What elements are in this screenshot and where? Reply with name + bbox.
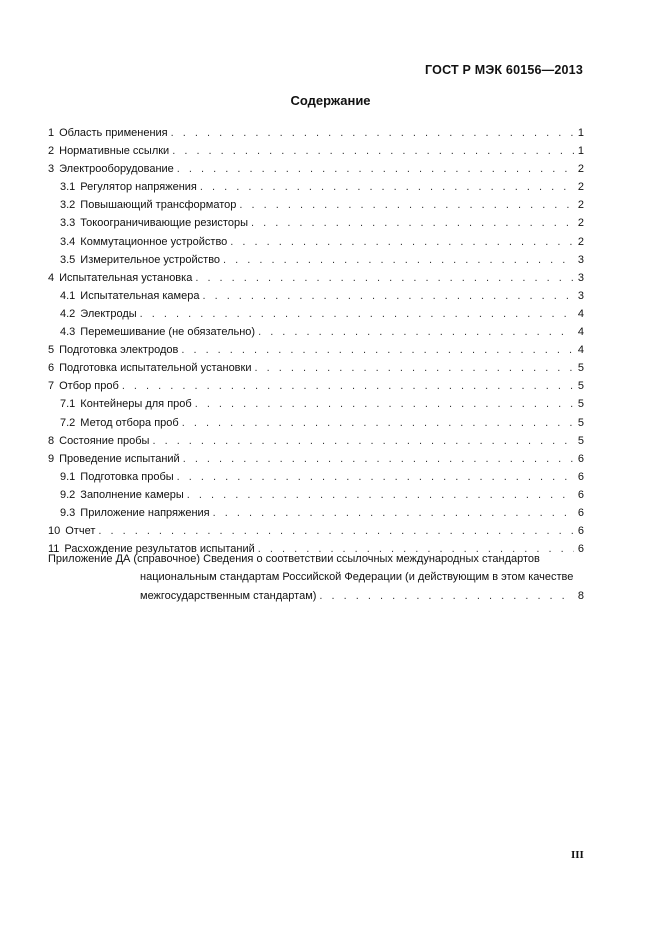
toc-leader-dots bbox=[230, 233, 574, 251]
toc-entry-title: Нормативные ссылки bbox=[59, 145, 170, 158]
toc-annex-entry[interactable] bbox=[48, 550, 584, 605]
toc-entry-title: Отчет bbox=[65, 525, 96, 538]
toc-leader-dots bbox=[122, 377, 574, 395]
toc-leader-dots bbox=[181, 341, 574, 359]
toc-leader-dots bbox=[172, 142, 574, 160]
toc-subentry[interactable] bbox=[48, 305, 584, 323]
toc-subentry[interactable] bbox=[48, 414, 584, 432]
toc-entry[interactable] bbox=[48, 522, 584, 540]
annex-title-line-3: межгосударственным стандартам) bbox=[140, 589, 317, 602]
toc-leader-dots bbox=[98, 522, 574, 540]
toc-entry-number: 7.2 bbox=[60, 416, 76, 429]
toc-entry-number: 4.1 bbox=[60, 289, 76, 302]
toc-entry-number: 4.3 bbox=[60, 326, 76, 339]
toc-entry-number: 9 bbox=[48, 452, 55, 465]
toc-entry-number: 7.1 bbox=[60, 398, 76, 411]
toc-leader-dots bbox=[223, 251, 574, 269]
annex-title-line-2: национальным стандартам Российской Федерации (и действующим в этом качестве bbox=[140, 571, 574, 584]
annex-label: Приложение ДА (справочное) bbox=[48, 553, 201, 565]
toc-entry-title: Повышающий трансформатор bbox=[80, 199, 237, 212]
toc-leader-dots bbox=[187, 486, 574, 504]
toc-leader-dots bbox=[182, 414, 574, 432]
toc-entry-number: 6 bbox=[48, 362, 55, 375]
toc-entry-number: 9.2 bbox=[60, 488, 76, 501]
toc-entry-title: Расхождение результатов испытаний bbox=[64, 543, 255, 556]
toc-entry-number: 9.1 bbox=[60, 470, 76, 483]
toc-subentry[interactable] bbox=[48, 196, 584, 214]
annex-title-line-1: Сведения о соответствии ссылочных международных стандартов bbox=[203, 553, 540, 565]
toc-entry-number: 3.4 bbox=[60, 235, 76, 248]
toc-entry[interactable] bbox=[48, 359, 584, 377]
toc-entry[interactable] bbox=[48, 432, 584, 450]
toc-entry-title: Регулятор напряжения bbox=[80, 181, 197, 194]
toc-entry-title: Испытательная камера bbox=[80, 289, 200, 302]
toc-entry-page: 6 bbox=[577, 452, 584, 465]
toc-subentry[interactable] bbox=[48, 323, 584, 341]
toc-entry-title: Подготовка пробы bbox=[80, 470, 174, 483]
toc-entry-title: Контейнеры для проб bbox=[80, 398, 192, 411]
toc-entry-number: 5 bbox=[48, 344, 55, 357]
toc-leader-dots bbox=[177, 468, 574, 486]
toc-entry-number: 3.1 bbox=[60, 181, 76, 194]
toc-entry[interactable] bbox=[48, 269, 584, 287]
toc-entry-page: 1 bbox=[577, 127, 584, 139]
toc-entry-page: 2 bbox=[577, 199, 584, 212]
toc-entry-number: 3.5 bbox=[60, 253, 76, 266]
toc-entry[interactable] bbox=[48, 450, 584, 468]
toc-entry[interactable] bbox=[48, 160, 584, 178]
toc-leader-dots bbox=[202, 287, 574, 305]
toc-entry-number: 9.3 bbox=[60, 506, 76, 519]
page-number: III bbox=[571, 849, 584, 861]
toc-entry-page: 5 bbox=[577, 398, 584, 411]
toc-entry-page: 6 bbox=[577, 506, 584, 519]
toc-entry-page: 6 bbox=[577, 488, 584, 501]
toc-entry-number: 4.2 bbox=[60, 307, 76, 320]
toc-entry-title: Приложение напряжения bbox=[80, 506, 210, 519]
toc-entry-title: Измерительное устройство bbox=[80, 253, 221, 266]
toc-entry-number: 1 bbox=[48, 127, 55, 139]
toc-entry-page: 6 bbox=[577, 543, 584, 556]
toc-leader-dots bbox=[213, 504, 574, 522]
toc-subentry[interactable] bbox=[48, 251, 584, 269]
toc-entry-title: Подготовка электродов bbox=[59, 344, 179, 357]
toc-entry-title: Состояние пробы bbox=[59, 434, 150, 447]
toc-subentry[interactable] bbox=[48, 178, 584, 196]
toc-leader-dots bbox=[319, 587, 574, 605]
toc-entry-page: 3 bbox=[577, 271, 584, 284]
toc-entry[interactable] bbox=[48, 341, 584, 359]
toc-entry-number: 10 bbox=[48, 525, 61, 538]
toc-entry-title: Проведение испытаний bbox=[59, 452, 180, 465]
toc-leader-dots bbox=[200, 178, 574, 196]
toc-entry-page: 2 bbox=[577, 163, 584, 176]
toc-subentry[interactable] bbox=[48, 504, 584, 522]
toc-entry-page: 5 bbox=[577, 416, 584, 429]
toc-leader-dots bbox=[140, 305, 574, 323]
toc-leader-dots bbox=[177, 160, 574, 178]
toc-leader-dots bbox=[195, 269, 574, 287]
toc-entry-page: 1 bbox=[577, 145, 584, 158]
toc-leader-dots bbox=[239, 196, 574, 214]
toc-leader-dots bbox=[152, 432, 574, 450]
toc-leader-dots bbox=[195, 395, 574, 413]
toc-subentry[interactable] bbox=[48, 214, 584, 232]
toc-subentry[interactable] bbox=[48, 233, 584, 251]
toc-entry-number: 8 bbox=[48, 434, 55, 447]
toc-leader-dots bbox=[171, 124, 574, 142]
toc-entry-number: 2 bbox=[48, 145, 55, 158]
toc-entry[interactable] bbox=[48, 124, 584, 142]
toc-entry-page: 2 bbox=[577, 181, 584, 194]
toc-subentry[interactable] bbox=[48, 395, 584, 413]
toc-leader-dots bbox=[251, 214, 574, 232]
toc-entry[interactable] bbox=[48, 377, 584, 395]
toc-entry-page: 3 bbox=[577, 253, 584, 266]
toc-entry-number: 3.3 bbox=[60, 217, 76, 230]
toc-entry-page: 3 bbox=[577, 289, 584, 302]
document-code: ГОСТ Р МЭК 60156—2013 bbox=[425, 63, 583, 77]
toc-entry[interactable] bbox=[48, 142, 584, 160]
toc-entry-title: Метод отбора проб bbox=[80, 416, 179, 429]
toc-leader-dots bbox=[183, 450, 574, 468]
toc-entry-title: Коммутационное устройство bbox=[80, 235, 228, 248]
toc-entry-page: 4 bbox=[577, 344, 584, 357]
toc-entry-page: 5 bbox=[577, 380, 584, 393]
toc-entry-number: 3.2 bbox=[60, 199, 76, 212]
toc-entry-title: Отбор проб bbox=[59, 380, 119, 393]
toc-entry-title: Электроды bbox=[80, 307, 137, 320]
toc-entry-title: Токоограничивающие резисторы bbox=[80, 217, 248, 230]
toc-entry-number: 11 bbox=[48, 543, 60, 556]
toc-entry-page: 6 bbox=[577, 525, 584, 538]
toc-entry-page: 5 bbox=[577, 434, 584, 447]
toc-leader-dots bbox=[258, 323, 574, 341]
toc-entry-title: Заполнение камеры bbox=[80, 488, 184, 501]
toc-entry-title: Перемешивание (не обязательно) bbox=[80, 326, 256, 339]
toc-title: Содержание bbox=[290, 93, 371, 108]
annex-page: 8 bbox=[577, 589, 584, 602]
toc-list bbox=[48, 124, 584, 558]
toc-subentry[interactable] bbox=[48, 287, 584, 305]
toc-entry-number: 7 bbox=[48, 380, 55, 393]
toc-entry-number: 4 bbox=[48, 271, 55, 284]
annex-last-line bbox=[48, 587, 584, 605]
toc-entry-page: 2 bbox=[577, 217, 584, 230]
annex-first-line bbox=[48, 550, 584, 568]
toc-entry-title: Электрооборудование bbox=[59, 163, 174, 176]
toc-entry-page: 5 bbox=[577, 362, 584, 375]
toc-entry-page: 4 bbox=[577, 326, 584, 339]
toc-entry-title: Область применения bbox=[59, 127, 168, 139]
toc-subentry[interactable] bbox=[48, 468, 584, 486]
toc-entry-page: 2 bbox=[577, 235, 584, 248]
toc-entry-title: Испытательная установка bbox=[59, 271, 193, 284]
toc-entry-page: 4 bbox=[577, 307, 584, 320]
toc-entry-title: Подготовка испытательной установки bbox=[59, 362, 252, 375]
toc-entry-page: 6 bbox=[577, 470, 584, 483]
toc-leader-dots bbox=[255, 359, 575, 377]
toc-entry-number: 3 bbox=[48, 163, 55, 176]
toc-subentry[interactable] bbox=[48, 486, 584, 504]
